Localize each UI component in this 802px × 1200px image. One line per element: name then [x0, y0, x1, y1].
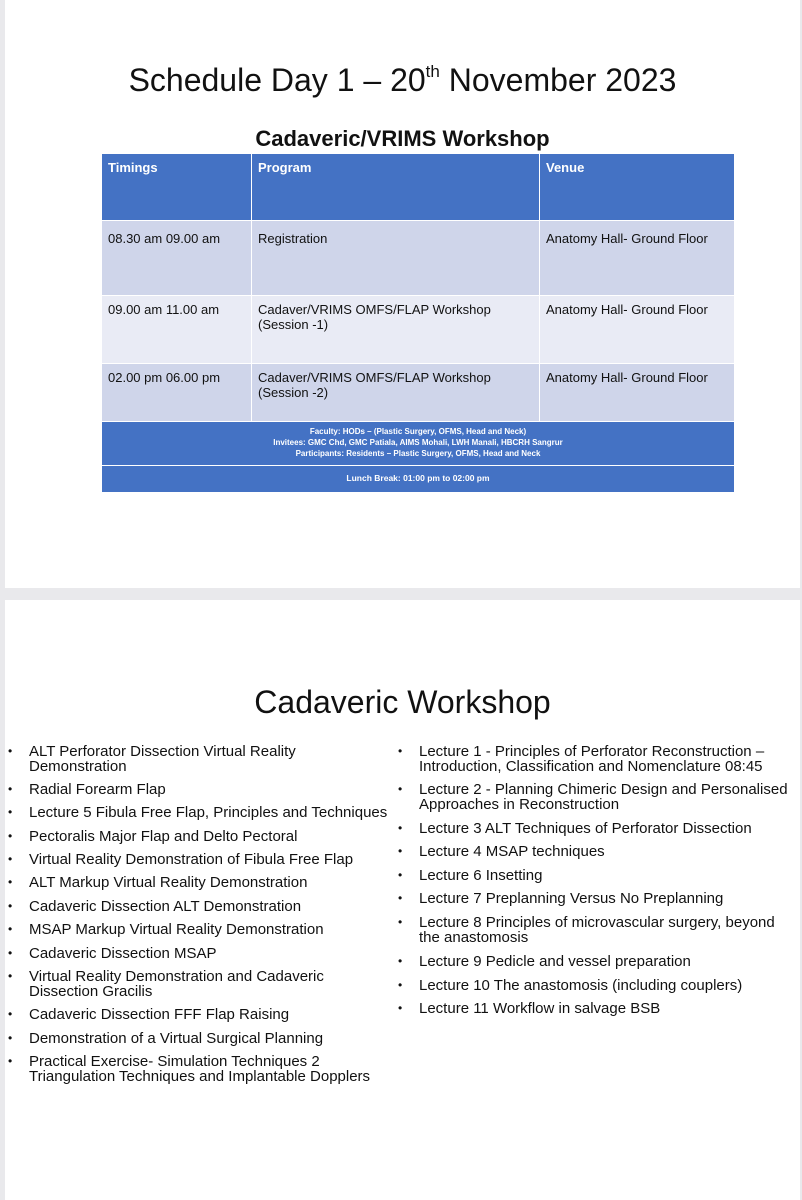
list-item-text: ALT Perforator Dissection Virtual Reality Demonstration	[29, 743, 296, 775]
list-item	[8, 969, 396, 999]
list-item-text: Cadaveric Dissection FFF Flap Raising	[29, 1006, 290, 1023]
bullet-icon: •	[8, 899, 13, 913]
bullet-icon: •	[398, 782, 403, 796]
left-topic-list	[8, 744, 396, 1092]
slide-schedule-day-1	[5, 0, 800, 588]
faculty-line: Faculty: HODs – (Plastic Surgery, OFMS, Head and Neck)	[309, 427, 527, 436]
lunch-cell: Lunch Break: 01:00 pm to 02:00 pm	[102, 466, 735, 493]
list-item-text: Demonstration of a Virtual Surgical Planning	[29, 1030, 324, 1047]
cadaveric-workshop-title: Cadaveric Workshop	[254, 684, 551, 720]
list-item	[398, 891, 793, 906]
list-item-text: MSAP Markup Virtual Reality Demonstration	[29, 921, 324, 938]
list-item-text: Radial Forearm Flap	[29, 781, 166, 798]
header-program: Program	[252, 154, 540, 221]
cell-program: Cadaver/VRIMS OMFS/FLAP Workshop (Session -2)	[252, 364, 540, 422]
table-row	[102, 296, 735, 364]
workshop-subtitle: Cadaveric/VRIMS Workshop	[255, 126, 550, 151]
cell-timing: 09.00 am 11.00 am	[102, 296, 252, 364]
bullet-icon: •	[8, 744, 13, 758]
list-item	[398, 868, 793, 883]
cell-timing: 02.00 pm 06.00 pm	[102, 364, 252, 422]
list-item-text: Virtual Reality Demonstration and Cadaveric Dissection Gracilis	[29, 968, 324, 1000]
right-lecture-list	[398, 744, 793, 1024]
bullet-icon: •	[8, 829, 13, 843]
bullet-icon: •	[398, 744, 403, 758]
list-item	[8, 852, 396, 867]
bullet-icon: •	[398, 978, 403, 992]
invitees-line: Invitees: GMC Chd, GMC Patiala, AIMS Mohali, LWH Manali, HBCRH Sangrur	[273, 438, 563, 447]
list-item-text: Lecture 1 - Principles of Perforator Reconstruction – Introduction, Classification and Nomenclature 08:45	[419, 743, 765, 775]
list-item	[398, 954, 793, 969]
cell-venue: Anatomy Hall- Ground Floor	[540, 364, 735, 422]
list-item	[8, 946, 396, 961]
list-item	[8, 805, 396, 820]
bullet-icon: •	[398, 868, 403, 882]
bullet-icon: •	[8, 969, 13, 983]
list-item	[398, 978, 793, 993]
list-item-text: Lecture 10 The anastomosis (including couplers)	[419, 977, 743, 994]
bullet-icon: •	[398, 1001, 403, 1015]
list-item	[8, 829, 396, 844]
header-venue: Venue	[540, 154, 735, 221]
list-item	[8, 1007, 396, 1022]
list-item	[8, 922, 396, 937]
list-item-text: Lecture 5 Fibula Free Flap, Principles and Techniques	[29, 804, 388, 821]
list-item-text: Lecture 3 ALT Techniques of Perforator Dissection	[419, 820, 752, 837]
cell-program: Cadaver/VRIMS OMFS/FLAP Workshop (Session -1)	[252, 296, 540, 364]
participants-line: Participants: Residents – Plastic Surgery, OFMS, Head and Neck	[295, 449, 541, 458]
list-item-text: Lecture 8 Principles of microvascular surgery, beyond the anastomosis	[419, 914, 775, 946]
list-item-text: Cadaveric Dissection ALT Demonstration	[29, 898, 302, 915]
schedule-title	[5, 62, 800, 99]
schedule-title-prefix: Schedule Day 1 – 20	[128, 62, 426, 98]
bullet-icon: •	[398, 891, 403, 905]
faculty-row	[102, 422, 735, 466]
schedule-table	[101, 153, 735, 493]
list-item-text: Practical Exercise- Simulation Techniques 2 Triangulation Techniques and Implantable Dopplers	[29, 1053, 371, 1085]
cell-venue: Anatomy Hall- Ground Floor	[540, 296, 735, 364]
cell-venue: Anatomy Hall- Ground Floor	[540, 221, 735, 296]
lunch-row	[102, 466, 735, 493]
header-timings: Timings	[102, 154, 252, 221]
bullet-icon: •	[8, 946, 13, 960]
list-item-text: Virtual Reality Demonstration of Fibula Free Flap	[29, 851, 354, 868]
list-item	[8, 782, 396, 797]
list-item	[398, 915, 793, 945]
list-item	[398, 844, 793, 859]
list-item	[398, 821, 793, 836]
list-item	[8, 1054, 396, 1084]
list-item-text: Cadaveric Dissection MSAP	[29, 945, 217, 962]
cell-timing: 08.30 am 09.00 am	[102, 221, 252, 296]
bullet-icon: •	[8, 922, 13, 936]
cell-program: Registration	[252, 221, 540, 296]
table-row	[102, 221, 735, 296]
list-item	[398, 1001, 793, 1016]
list-item	[8, 899, 396, 914]
list-item-text: Lecture 9 Pedicle and vessel preparation	[419, 953, 691, 970]
schedule-title-superscript: th	[425, 62, 440, 82]
bullet-icon: •	[8, 875, 13, 889]
table-header-row	[102, 154, 735, 221]
bullet-icon: •	[398, 821, 403, 835]
bullet-icon: •	[8, 805, 13, 819]
list-item-text: Lecture 6 Insetting	[419, 867, 543, 884]
list-item	[8, 1031, 396, 1046]
list-item-text: Lecture 11 Workflow in salvage BSB	[419, 1000, 661, 1017]
list-item	[8, 875, 396, 890]
list-item-text: Lecture 2 - Planning Chimeric Design and Personalised Approaches in Reconstruction	[419, 781, 788, 813]
bullet-icon: •	[8, 1054, 13, 1068]
list-item	[398, 744, 793, 774]
list-item-text: Lecture 4 MSAP techniques	[419, 843, 605, 860]
list-item-text: Pectoralis Major Flap and Delto Pectoral	[29, 828, 298, 845]
bullet-icon: •	[8, 1031, 13, 1045]
bullet-icon: •	[398, 954, 403, 968]
schedule-title-suffix: November 2023	[439, 62, 677, 98]
list-item-text: ALT Markup Virtual Reality Demonstration	[29, 874, 308, 891]
bullet-icon: •	[8, 782, 13, 796]
list-item	[8, 744, 396, 774]
slide-cadaveric-workshop	[5, 600, 800, 1200]
faculty-cell	[102, 422, 735, 466]
bullet-icon: •	[398, 915, 403, 929]
list-item	[398, 782, 793, 812]
bullet-icon: •	[8, 852, 13, 866]
table-row	[102, 364, 735, 422]
bullet-icon: •	[398, 844, 403, 858]
bullet-icon: •	[8, 1007, 13, 1021]
list-item-text: Lecture 7 Preplanning Versus No Preplanning	[419, 890, 724, 907]
